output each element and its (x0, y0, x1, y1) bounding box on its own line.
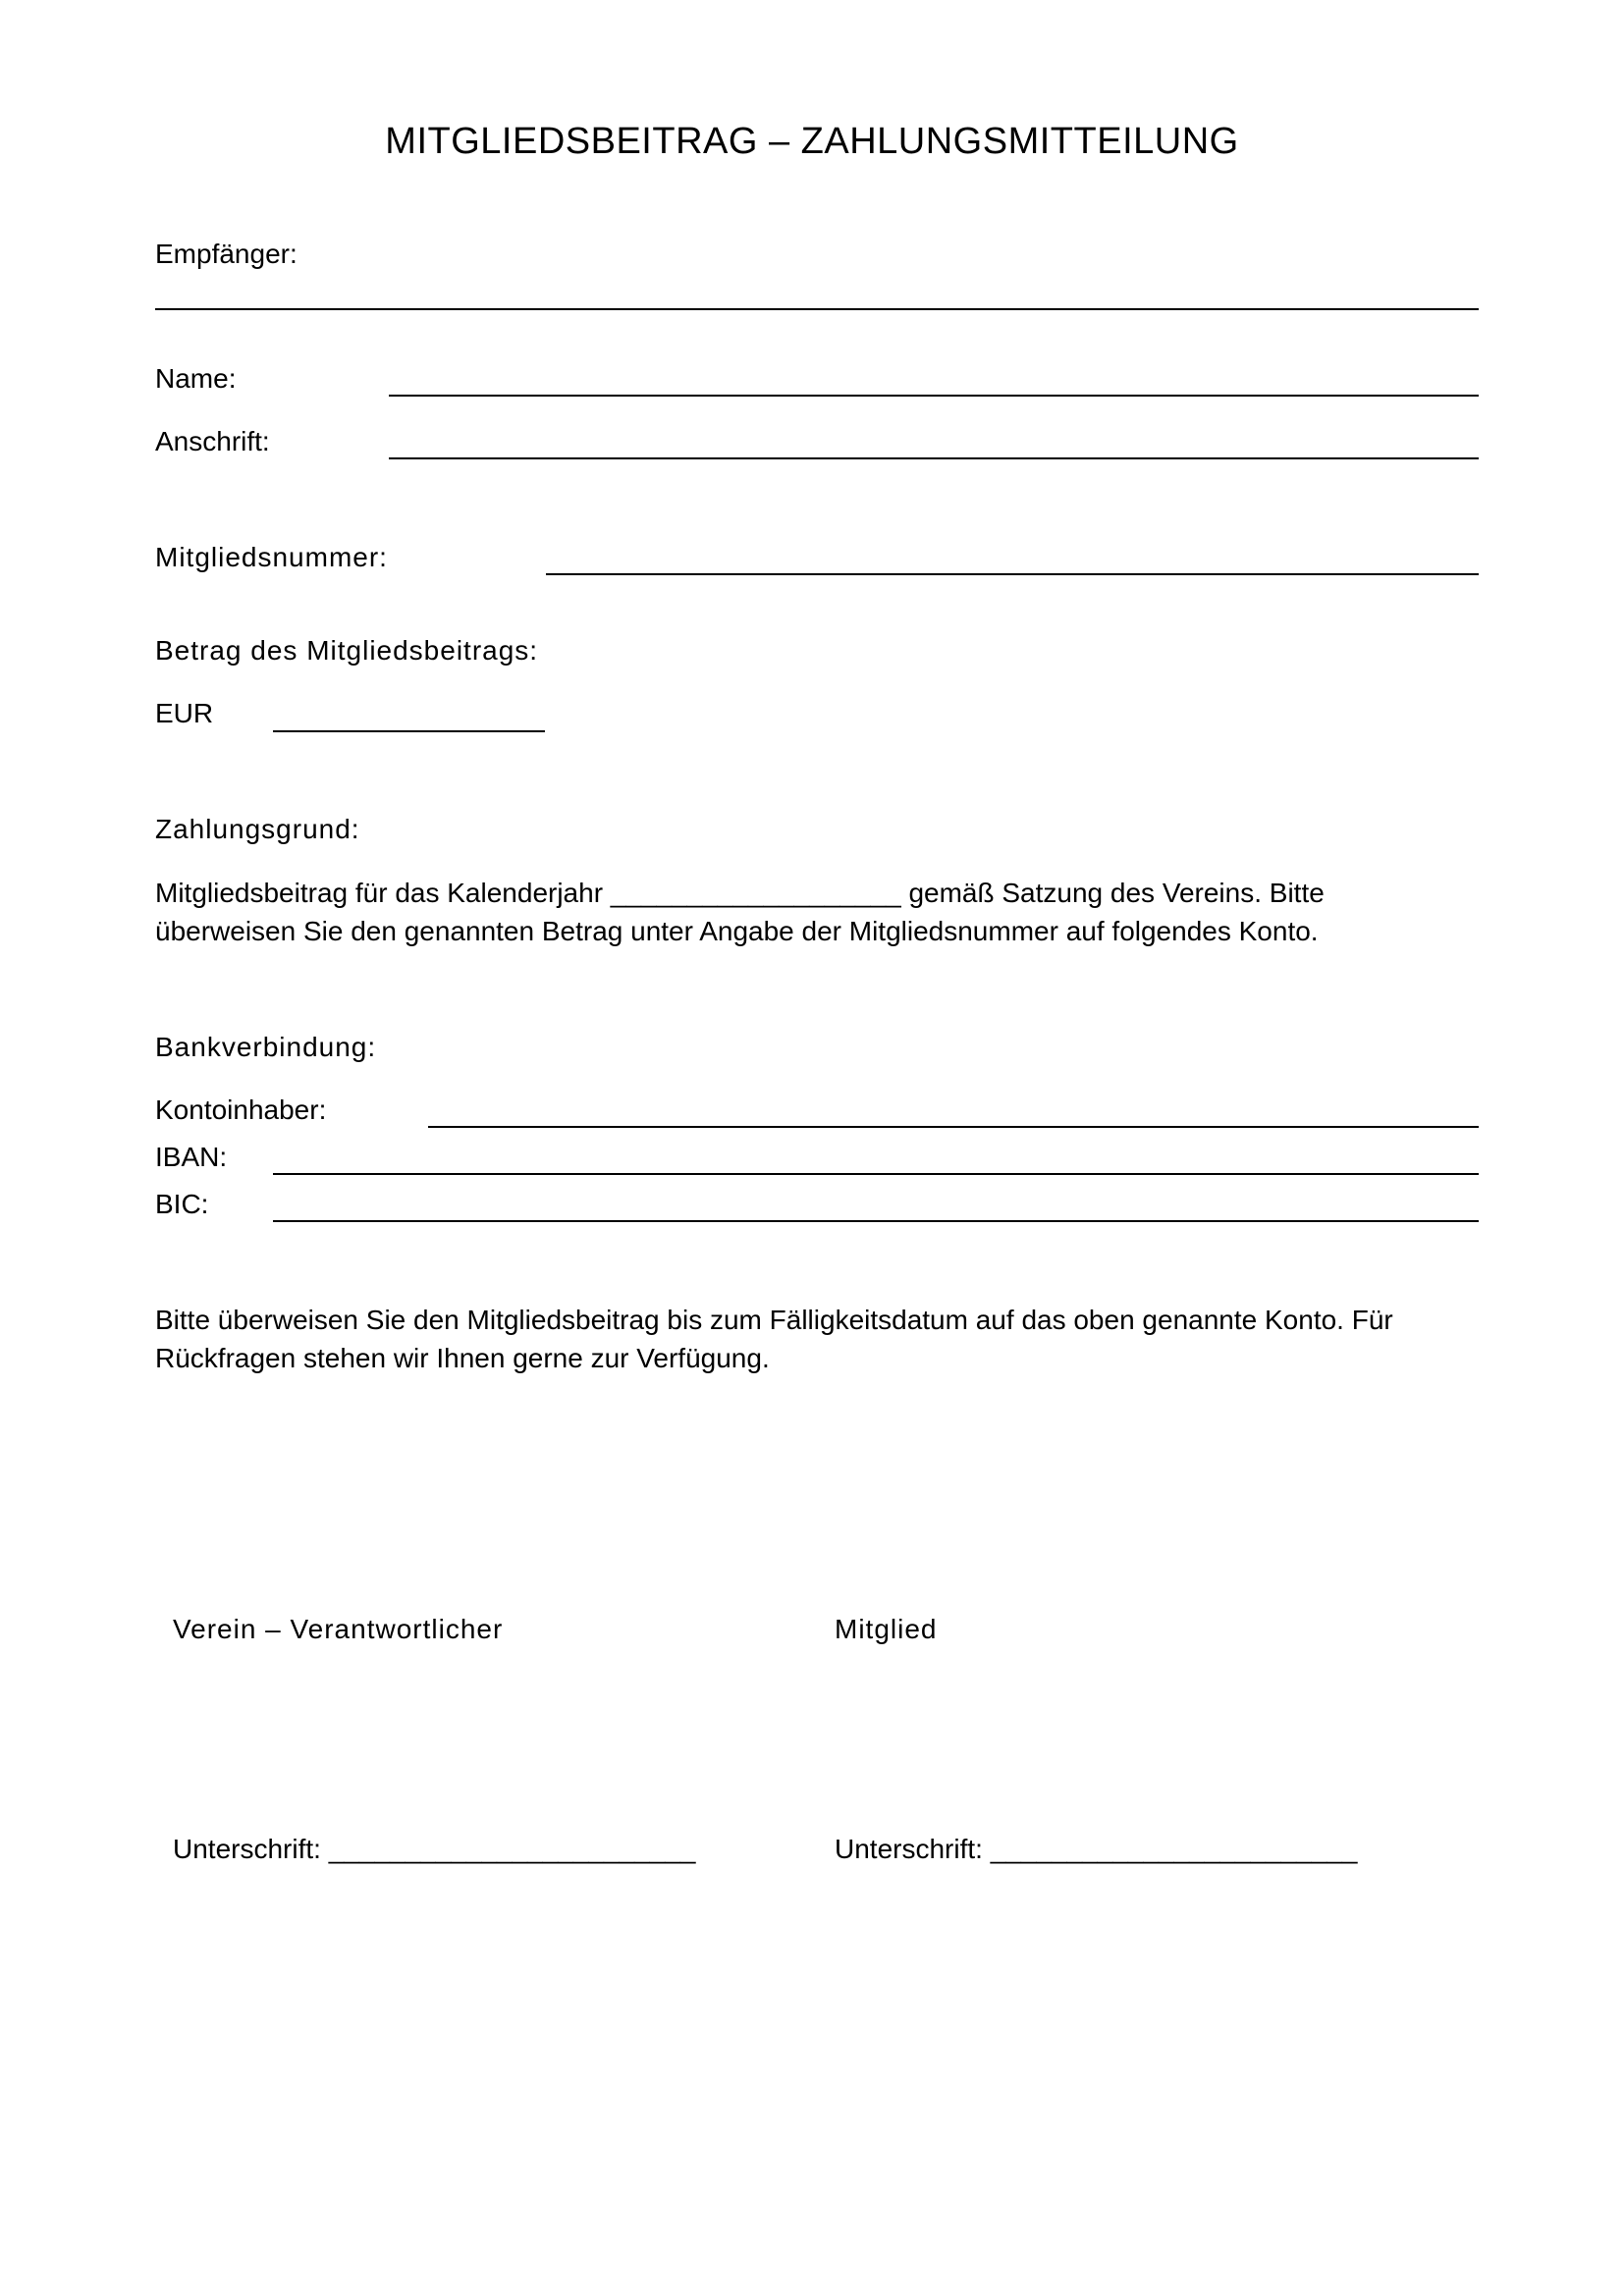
payment-reason-line-1: Mitgliedsbeitrag für das Kalenderjahr ___________________ gemäß Satzung des Vereins. Bitte (155, 878, 1325, 908)
payment-reason-line-2: überweisen Sie den genannten Betrag unter Angabe der Mitgliedsnummer auf folgendes Konto. (155, 916, 1319, 946)
amount-field[interactable] (273, 730, 545, 732)
payment-reason-heading: Zahlungsgrund: (155, 814, 360, 844)
amount-heading: Betrag des Mitgliedsbeitrags: (155, 635, 539, 666)
iban-label: IBAN: (155, 1142, 228, 1172)
name-label: Name: (155, 363, 237, 394)
address-field[interactable] (389, 457, 1479, 459)
bic-label: BIC: (155, 1189, 209, 1219)
signature-party-right: Mitglied (835, 1614, 938, 1644)
iban-field[interactable] (273, 1173, 1479, 1175)
closing-line-1: Bitte überweisen Sie den Mitgliedsbeitrag bis zum Fälligkeitsdatum auf das oben genannte Konto. Für (155, 1305, 1393, 1335)
signature-field-right[interactable]: Unterschrift: ________________________ (835, 1834, 1358, 1864)
recipient-line[interactable] (155, 308, 1479, 310)
member-number-label: Mitgliedsnummer: (155, 542, 388, 572)
bic-field[interactable] (273, 1220, 1479, 1222)
member-number-field[interactable] (546, 573, 1479, 575)
currency-label: EUR (155, 698, 214, 728)
document-title: MITGLIEDSBEITRAG – ZAHLUNGSMITTEILUNG (385, 121, 1239, 162)
address-label: Anschrift: (155, 426, 270, 456)
account-holder-field[interactable] (428, 1126, 1479, 1128)
recipient-heading: Empfänger: (155, 239, 298, 269)
closing-line-2: Rückfragen stehen wir Ihnen gerne zur Verfügung. (155, 1343, 770, 1373)
signature-party-left: Verein – Verantwortlicher (173, 1614, 504, 1644)
bank-heading: Bankverbindung: (155, 1032, 377, 1062)
account-holder-label: Kontoinhaber: (155, 1095, 327, 1125)
signature-field-left[interactable]: Unterschrift: ________________________ (173, 1834, 696, 1864)
name-field[interactable] (389, 395, 1479, 397)
